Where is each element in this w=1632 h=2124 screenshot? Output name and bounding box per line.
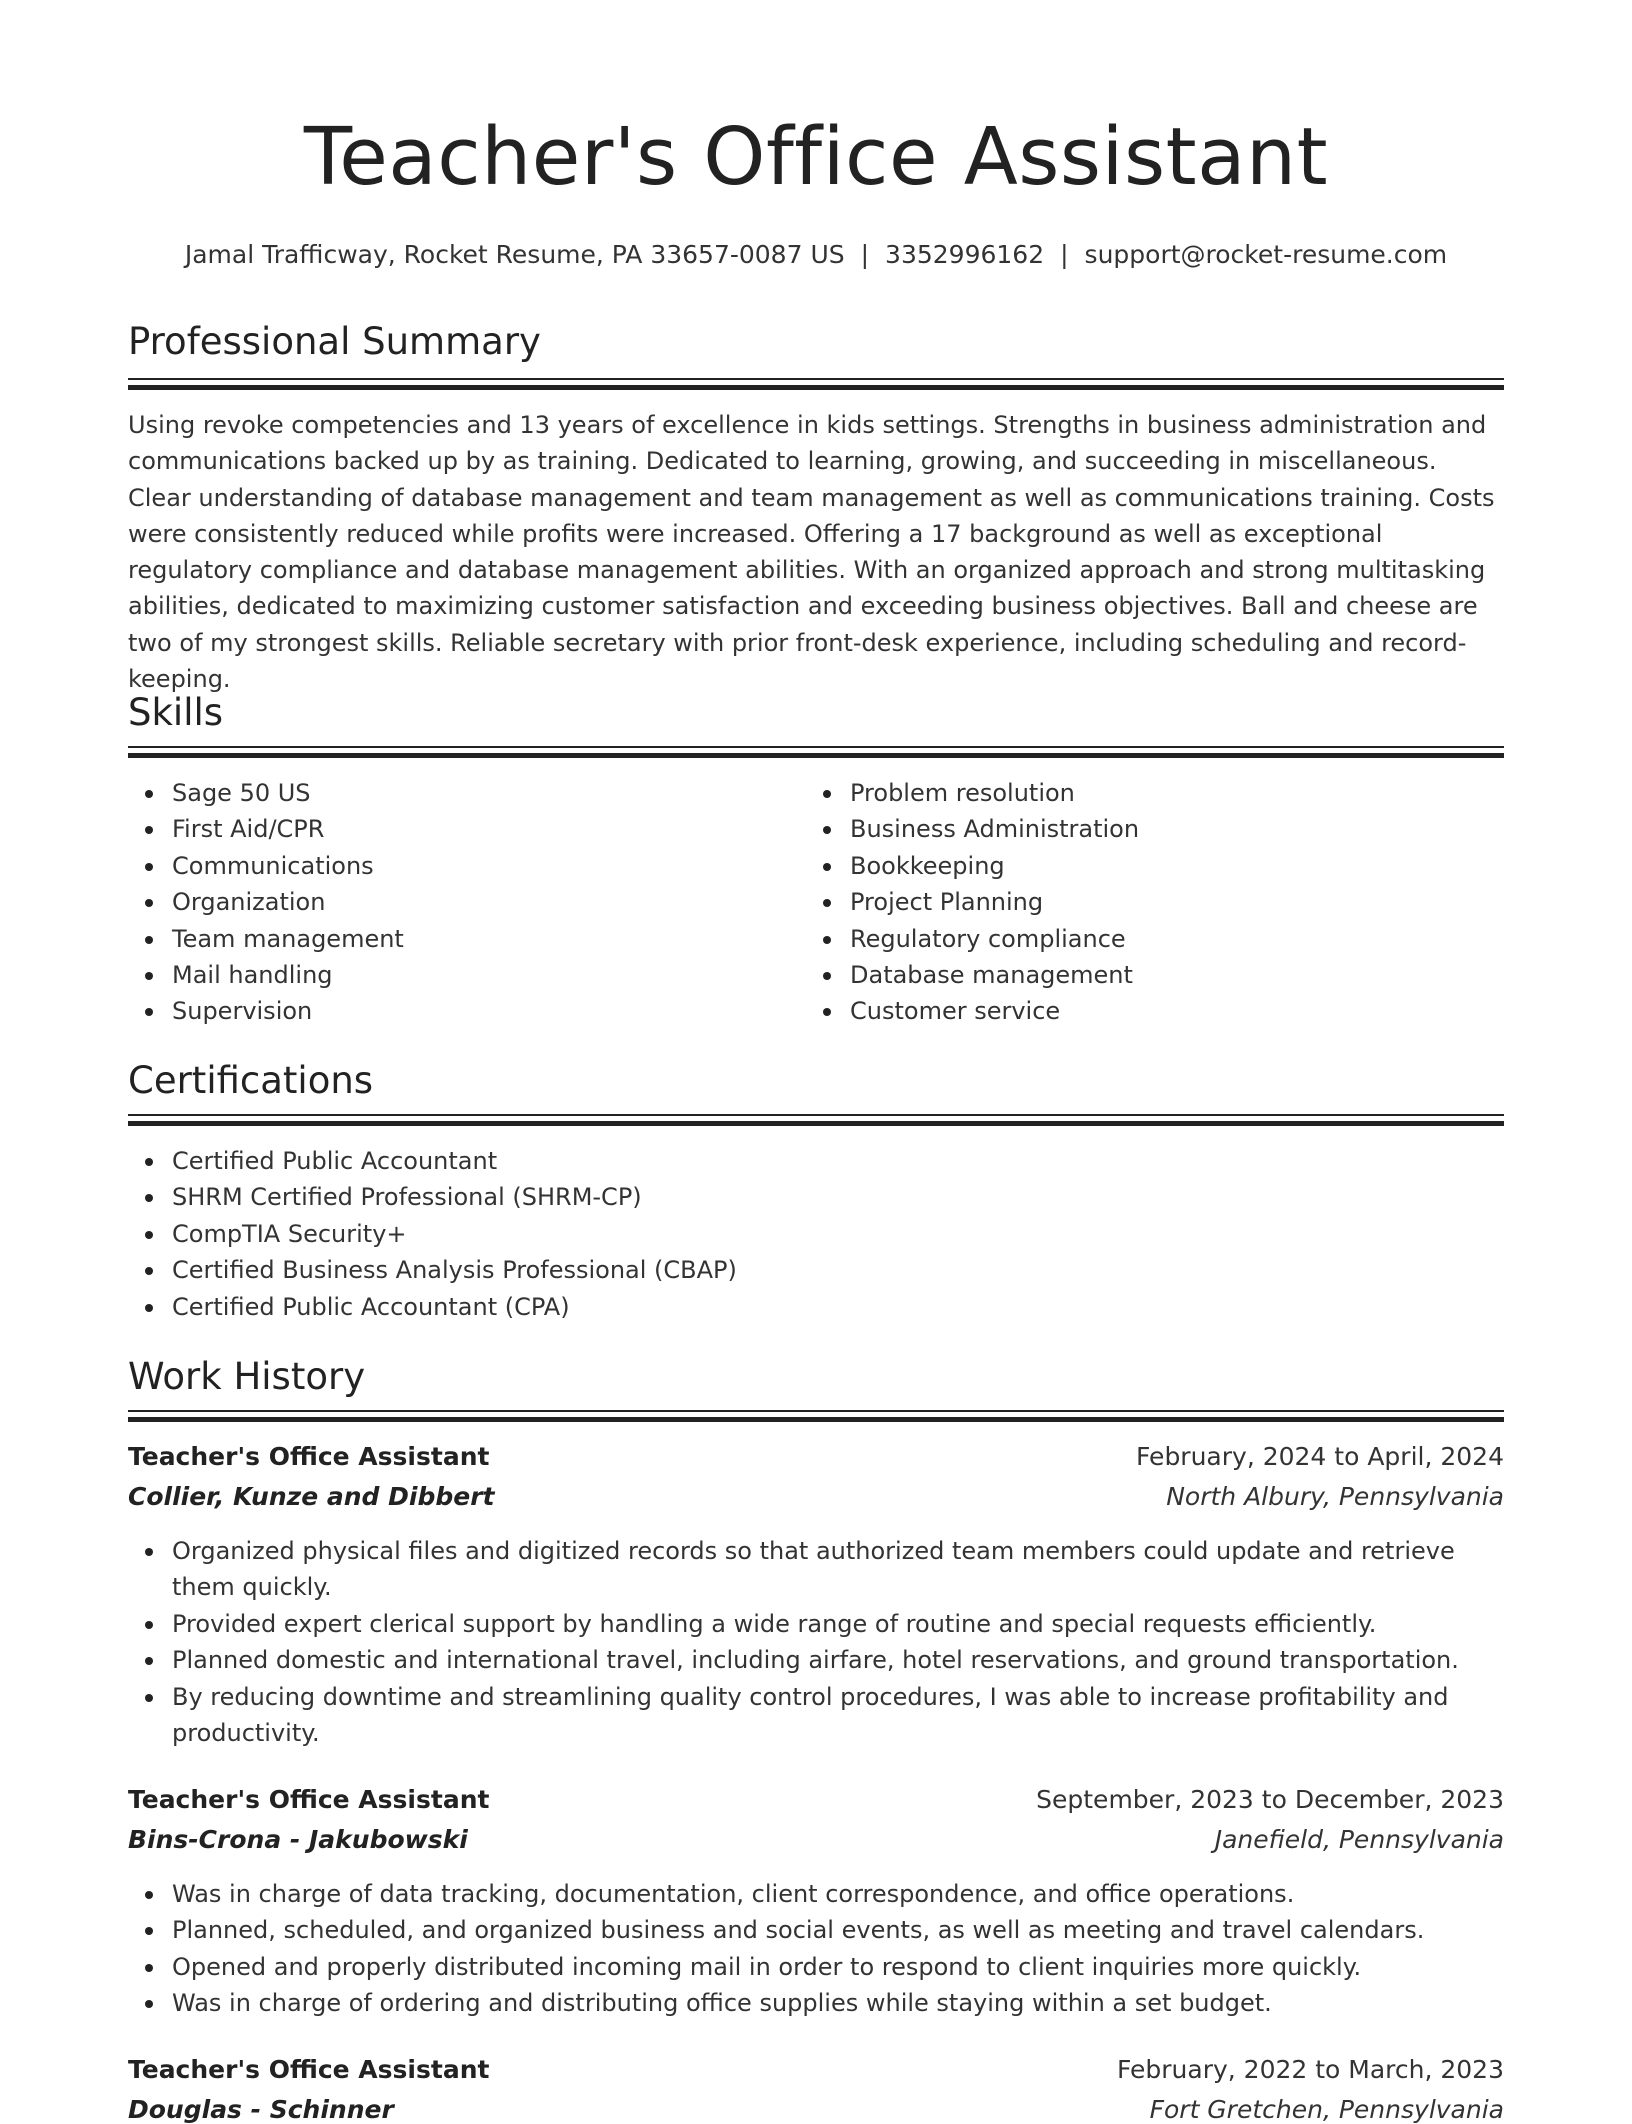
contact-separator: |	[860, 240, 870, 269]
certifications-list	[128, 1143, 1504, 1325]
skill-item: Business Administration	[806, 811, 1504, 847]
skill-item: First Aid/CPR	[128, 811, 798, 847]
certification-item: Certified Public Accountant (CPA)	[128, 1289, 1504, 1325]
job-bullet: Was in charge of data tracking, documentation, client correspondence, and office operations.	[128, 1876, 1504, 1912]
contact-address: Jamal Trafficway, Rocket Resume, PA 33657-0087 US	[184, 240, 845, 269]
section-heading-skills: Skills	[128, 691, 224, 734]
section-heading-certifications: Certifications	[128, 1059, 374, 1102]
contact-separator: |	[1060, 240, 1069, 269]
certification-item: SHRM Certified Professional (SHRM-CP)	[128, 1179, 1504, 1215]
skill-item: Team management	[128, 921, 798, 957]
job-title: Teacher's Office Assistant	[128, 1785, 490, 1814]
job-bullets	[128, 1533, 1504, 1751]
skill-item: Communications	[128, 848, 798, 884]
job-title: Teacher's Office Assistant	[128, 2055, 490, 2084]
skill-item: Bookkeeping	[806, 848, 1504, 884]
job-location: North Albury, Pennsylvania	[1166, 1482, 1504, 1511]
contact-email[interactable]: support@rocket-resume.com	[1084, 240, 1448, 269]
job-dates: September, 2023 to December, 2023	[1036, 1785, 1504, 1814]
job-bullet: Was in charge of ordering and distributing office supplies while staying within a set budget.	[128, 1985, 1504, 2021]
section-heading-work-history: Work History	[128, 1355, 366, 1398]
skill-item: Database management	[806, 957, 1504, 993]
job-dates: February, 2022 to March, 2023	[1116, 2055, 1504, 2084]
certification-item: CompTIA Security+	[128, 1216, 1504, 1252]
summary-text: Using revoke competencies and 13 years of excellence in kids settings. Strengths in business administration and communications backed up by as training. Dedicated to learning, growing, and succeeding in miscellaneous. Clear understanding of database management and team management as well as communications training. Costs were consistently reduced while profits were increased. Offering a 17 background as well as exceptional regulatory compliance and database management abilities. With an organized approach and strong multitasking abilities, dedicated to maximizing customer satisfaction and exceeding business objectives. Ball and cheese are two of my strongest skills. Reliable secretary with prior front-desk experience, including scheduling and record-keeping.	[128, 411, 1495, 694]
skill-item: Sage 50 US	[128, 775, 798, 811]
job-bullet: Opened and properly distributed incoming mail in order to respond to client inquiries more quickly.	[128, 1949, 1504, 1985]
job-bullet: Provided expert clerical support by handling a wide range of routine and special requests efficiently.	[128, 1606, 1504, 1642]
skill-item: Organization	[128, 884, 798, 920]
skill-item: Supervision	[128, 993, 798, 1029]
job-company: Bins-Crona - Jakubowski	[128, 1825, 468, 1854]
job-bullet: Planned, scheduled, and organized business and social events, as well as meeting and travel calendars.	[128, 1912, 1504, 1948]
contact-phone: 3352996162	[885, 240, 1045, 269]
section-divider	[128, 378, 1504, 390]
job-bullet: By reducing downtime and streamlining quality control procedures, I was able to increase profitability and productivity.	[128, 1679, 1504, 1752]
job-company: Douglas - Schinner	[128, 2095, 394, 2124]
skill-item: Customer service	[806, 993, 1504, 1029]
certification-item: Certified Public Accountant	[128, 1143, 1504, 1179]
job-bullet: Organized physical files and digitized records so that authorized team members could update and retrieve them quickly.	[128, 1533, 1504, 1606]
job-dates: February, 2024 to April, 2024	[1136, 1442, 1504, 1471]
contact-line	[128, 240, 1504, 269]
skill-item: Regulatory compliance	[806, 921, 1504, 957]
skill-item: Project Planning	[806, 884, 1504, 920]
skill-item: Problem resolution	[806, 775, 1504, 811]
job-bullets	[128, 1876, 1504, 2022]
job-bullet: Planned domestic and international travel, including airfare, hotel reservations, and ground transportation.	[128, 1642, 1504, 1678]
skill-item: Mail handling	[128, 957, 798, 993]
skills-list-left	[128, 775, 798, 1030]
job-location: Janefield, Pennsylvania	[1214, 1825, 1504, 1854]
skills-list-right	[806, 775, 1504, 1030]
section-divider	[128, 746, 1504, 758]
job-company: Collier, Kunze and Dibbert	[128, 1482, 495, 1511]
resume-title: Teacher's Office Assistant	[303, 111, 1329, 203]
job-title: Teacher's Office Assistant	[128, 1442, 490, 1471]
section-divider	[128, 1410, 1504, 1422]
job-location: Fort Gretchen, Pennsylvania	[1149, 2095, 1504, 2124]
section-heading-summary: Professional Summary	[128, 320, 541, 363]
certification-item: Certified Business Analysis Professional (CBAP)	[128, 1252, 1504, 1288]
section-divider	[128, 1114, 1504, 1126]
